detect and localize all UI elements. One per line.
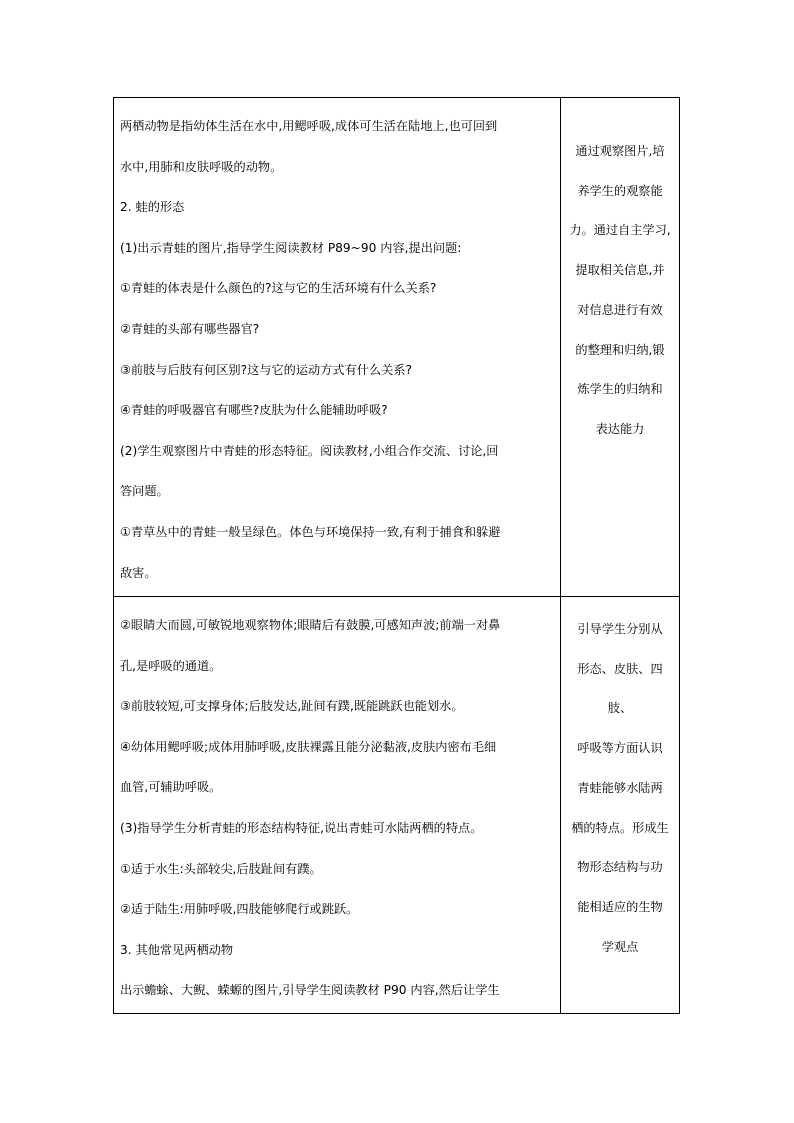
intent-line: 能相适应的生物: [577, 899, 663, 914]
content-line: (3)指导学生分析青蛙的形态结构特征,说出青蛙可水陆两栖的特点。: [120, 820, 483, 835]
content-line: 两栖动物是指幼体生活在水中,用鳃呼吸,成体可生活在陆地上,也可回到: [120, 119, 498, 133]
design-intent-cell: [561, 98, 679, 596]
intent-line: 青蛙能够水陆两: [577, 780, 663, 795]
content-line: 答问题。: [120, 484, 169, 499]
question-item: ②青蛙的头部有哪些器官?: [120, 321, 260, 336]
question-item: ④青蛙的呼吸器官有哪些?皮肤为什么能辅助呼吸?: [120, 403, 388, 418]
teaching-content-cell: [114, 98, 561, 596]
design-intent-cell: [561, 597, 679, 1013]
answer-item: ④幼体用鳃呼吸;成体用肺呼吸,皮肤裸露且能分泌黏液,皮肤内密布毛细: [120, 739, 497, 754]
intent-line: 通过观察图片,培: [575, 144, 665, 158]
question-item: ①青蛙的体表是什么颜色的?这与它的生活环境有什么关系?: [120, 281, 437, 296]
answer-item: 孔,是呼吸的通道。: [120, 658, 222, 673]
intent-line: 提取相关信息,并: [575, 263, 665, 278]
intent-line: 养学生的观察能: [577, 183, 663, 198]
teaching-content-cell: [114, 597, 561, 1013]
intent-line: 物形态结构与功: [577, 860, 663, 875]
intent-line: 对信息进行有效: [577, 302, 663, 317]
content-line: 出示蟾蜍、大鲵、蝾螈的图片,引导学生阅读教材 P90 内容,然后让学生: [120, 983, 500, 998]
intent-line: 栖的特点。形成生: [571, 820, 669, 835]
table-row: [114, 596, 679, 1013]
lesson-table: [113, 97, 680, 1014]
table-row: [114, 98, 679, 596]
content-line: (1)出示青蛙的图片,指导学生阅读教材 P89~90 内容,提出问题:: [120, 240, 462, 255]
section-heading: 3. 其他常见两栖动物: [120, 942, 234, 957]
answer-item: 敌害。: [120, 565, 157, 580]
answer-item: ③前肢较短,可支撑身体;后肢发达,趾间有蹼,既能跳跃也能划水。: [120, 699, 464, 714]
intent-line: 引导学生分别从: [577, 622, 663, 636]
content-line: (2)学生观察图片中青蛙的形态特征。阅读教材,小组合作交流、讨论,回: [120, 443, 499, 458]
content-line: 水中,用肺和皮肤呼吸的动物。: [120, 159, 283, 174]
intent-line: 炼学生的归纳和: [577, 382, 663, 397]
intent-line: 呼吸等方面认识: [577, 741, 663, 756]
intent-line: 形态、皮肤、四肢、: [577, 661, 663, 716]
answer-item: ①适于水生:头部较尖,后肢趾间有蹼。: [120, 861, 322, 876]
intent-line: 力。通过自主学习,: [569, 223, 671, 238]
answer-item: 血管,可辅助呼吸。: [120, 780, 222, 795]
section-heading: 2. 蛙的形态: [120, 200, 185, 215]
intent-line: 学观点: [601, 939, 639, 954]
answer-item: ①青草丛中的青蛙一般呈绿色。体色与环境保持一致,有利于捕食和躲避: [120, 524, 501, 539]
answer-item: ②眼睛大而圆,可敏锐地观察物体;眼睛后有鼓膜,可感知声波;前端一对鼻: [120, 618, 501, 632]
question-item: ③前肢与后肢有何区别?这与它的运动方式有什么关系?: [120, 362, 412, 377]
intent-line: 表达能力: [595, 421, 645, 436]
answer-item: ②适于陆生:用肺呼吸,四肢能够爬行或跳跃。: [120, 902, 359, 917]
intent-line: 的整理和归纳,锻: [575, 342, 665, 357]
